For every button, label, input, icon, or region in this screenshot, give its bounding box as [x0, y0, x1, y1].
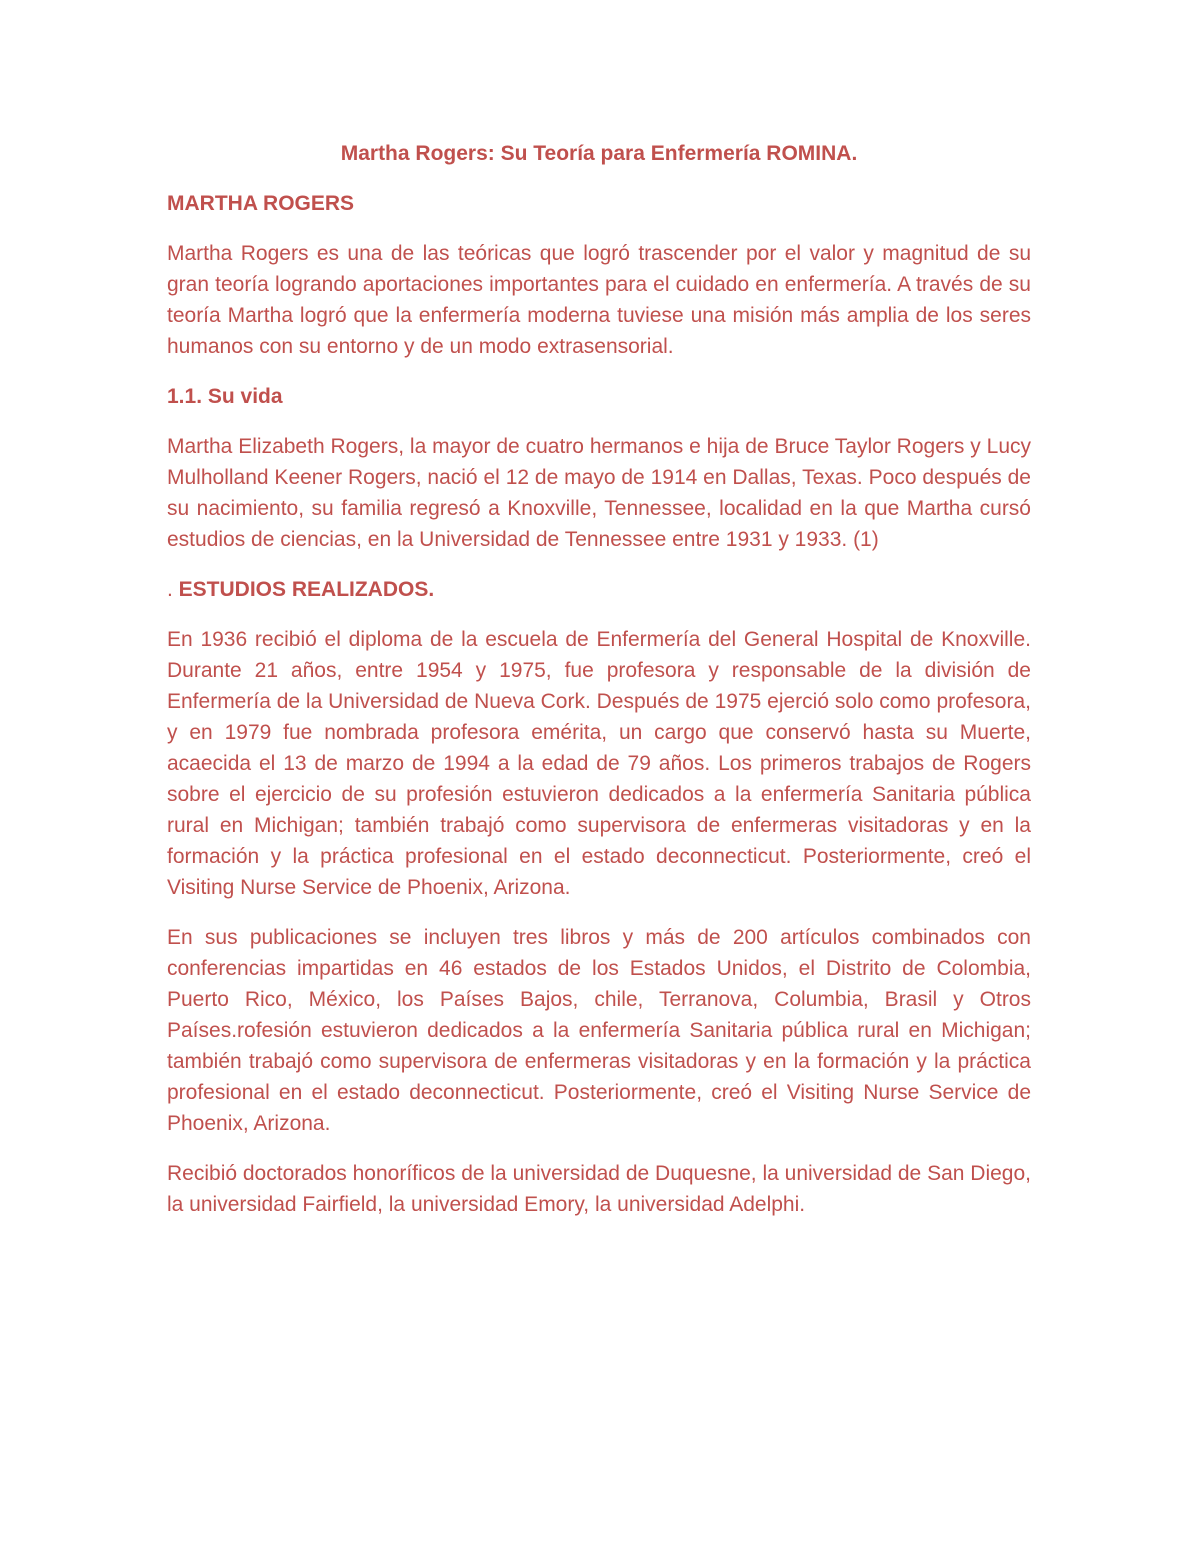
heading-prefix: . — [167, 578, 179, 601]
document-body — [167, 138, 1031, 1220]
paragraph-intro: Martha Rogers es una de las teóricas que logró trascender por el valor y magnitud de su gran teoría logrando aportaciones importantes para el cuidado en enfermería. A través de su teoría Martha logró que la enfermería moderna tuviese una misión más amplia de los seres humanos con su entorno y de un modo extrasensorial. — [167, 242, 1031, 358]
heading-text: ESTUDIOS REALIZADOS. — [178, 578, 435, 601]
paragraph-estudios-2: En sus publicaciones se incluyen tres libros y más de 200 artículos combinados con conferencias impartidas en 46 estados de los Estados Unidos, el Distrito de Colombia, Puerto Rico, México, los Países Bajos, chile, Terranova, Columbia, Brasil y Otros Países.rofesión estuvieron dedicados a la enfermería Sanitaria pública rural en Michigan; también trabajó como supervisora de enfermeras visitadoras y en la formación y la práctica profesional en el estado deconnecticut. Posteriormente, creó el Visiting Nurse Service de Phoenix, Arizona. — [167, 926, 1031, 1135]
document-title: Martha Rogers: Su Teoría para Enfermería ROMINA. — [340, 142, 858, 165]
section-heading-estudios — [167, 574, 1031, 605]
section-heading-su-vida: 1.1. Su vida — [167, 385, 283, 408]
paragraph-su-vida: Martha Elizabeth Rogers, la mayor de cuatro hermanos e hija de Bruce Taylor Rogers y Lucy Mulholland Keener Rogers, nació el 12 de mayo de 1914 en Dallas, Texas. Poco después de su nacimiento, su familia regresó a Knoxville, Tennessee, localidad en la que Martha cursó estudios de ciencias, en la Universidad de Tennessee entre 1931 y 1933. (1) — [167, 435, 1031, 551]
section-heading-martha-rogers: MARTHA ROGERS — [167, 192, 355, 215]
paragraph-estudios-1: En 1936 recibió el diploma de la escuela de Enfermería del General Hospital de Knoxville. Durante 21 años, entre 1954 y 1975, fue profesora y responsable de la división de Enfermería de la Universidad de Nueva Cork. Después de 1975 ejerció solo como profesora, y en 1979 fue nombrada profesora emérita, un cargo que conservó hasta su Muerte, acaecida el 13 de marzo de 1994 a la edad de 79 años. Los primeros trabajos de Rogers sobre el ejercicio de su profesión estuvieron dedicados a la enfermería Sanitaria pública rural en Michigan; también trabajó como supervisora de enfermeras visitadoras y en la formación y la práctica profesional en el estado deconnecticut. Posteriormente, creó el Visiting Nurse Service de Phoenix, Arizona. — [167, 628, 1031, 899]
paragraph-estudios-3: Recibió doctorados honoríficos de la universidad de Duquesne, la universidad de San Diego, la universidad Fairfield, la universidad Emory, la universidad Adelphi. — [167, 1162, 1031, 1216]
